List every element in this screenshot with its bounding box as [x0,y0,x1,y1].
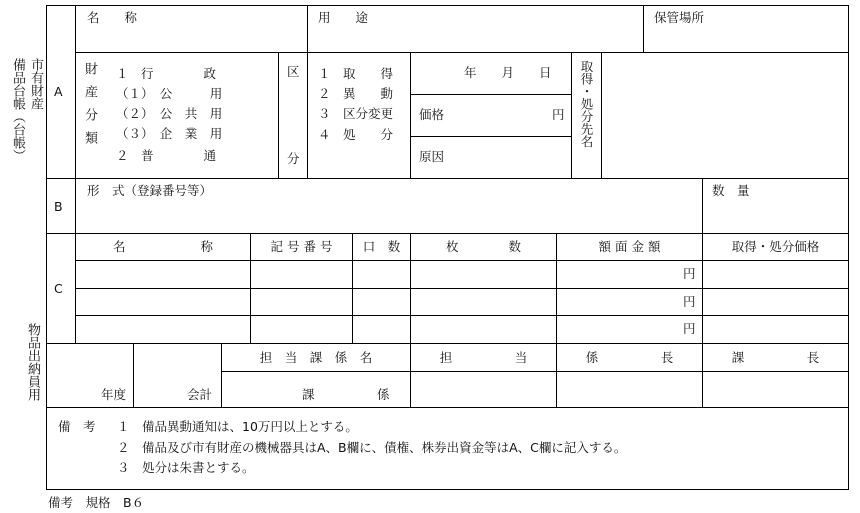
row-c-bottom [46,343,849,344]
format-label: 形 式（登録番号等） [87,183,213,198]
quantity-label: 数 量 [712,183,750,198]
c-header-serial: 記 号 番 号 [270,239,333,254]
class-item-3: （２） 公 共 用 [116,106,223,121]
row-a-bottom [46,178,849,179]
c-yen-2: 円 [683,294,696,309]
a-date-bottom [410,94,572,95]
reason-label: 原因 [419,149,445,164]
a-col-line-1 [307,5,308,178]
side-label-bottom: 物品出納員用 [25,323,40,401]
c-header-units: 口 数 [362,239,401,254]
kakari-label: 係 長 [585,350,674,365]
price-unit: 円 [552,107,565,122]
frame-left [46,5,47,490]
class-item-5: ２ 普 通 [116,148,217,163]
acq-dest-label: 取得・処分先名 [579,60,594,148]
division-label-bottom: 分 [287,151,300,166]
letter-col-line [75,5,76,343]
a-name-row-bottom [75,52,849,53]
footer-spec: 備考 規格 B６ [48,495,145,510]
frame-top [46,5,849,6]
c-header-sheets: 枚 数 [445,239,521,254]
name-label: 名 称 [87,10,138,25]
a-col-line-4 [410,52,411,178]
dept-label: 課 係 [302,387,390,402]
division-label-top: 区 [287,64,300,79]
c-row-line-1 [75,288,849,289]
division-item-3: ３ 区分変更 [318,106,394,121]
class-item-4: （３） 企 業 用 [116,126,223,141]
property-class-label: 財産分類 [82,62,97,154]
c-header-bottom [75,260,849,261]
c-header-face-value: 額 面 金 額 [598,239,661,254]
account-label: 会計 [187,387,213,402]
notes-label: 備 考 [58,419,96,434]
c-yen-1: 円 [683,266,696,281]
c-header-name: 名 称 [112,239,213,254]
a-col-line-5 [571,52,572,178]
b-col-line [702,178,703,233]
row-b-bottom [46,233,849,234]
price-label: 価格 [419,107,445,122]
year-label: 年度 [101,387,127,402]
s-col-line-1 [133,343,134,407]
use-label: 用 途 [318,10,369,25]
note-item-3: ３ 処分は朱書とする。 [117,460,255,475]
row-c-letter: C [54,281,63,296]
a-col-line-3 [278,52,279,178]
division-item-2: ２ 異 動 [318,86,394,101]
a-col-line-6 [601,52,602,178]
note-item-1: １ 備品異動通知は、10万円以上とする。 [117,419,358,434]
division-item-1: １ 取 得 [318,66,394,81]
staff-label: 担 当 課 係 名 [259,350,373,365]
storage-label: 保管場所 [654,10,705,25]
division-item-4: ４ 処 分 [318,127,394,142]
tanto-label: 担 当 [439,350,528,365]
c-header-price: 取得・処分価格 [731,239,820,254]
c-row-line-2 [75,315,849,316]
s-mid-line [221,371,849,372]
a-col-line-2 [643,5,644,52]
row-a-letter: A [54,84,63,99]
c-yen-3: 円 [683,321,696,336]
class-item-2: （１） 公 用 [116,86,223,101]
side-label-top-1: 市有財産 [28,58,43,110]
side-label-top-2: 備品台帳（台帳） [10,58,25,162]
sign-bottom [46,407,849,408]
note-item-2: ２ 備品及び市有財産の機械器具はA、B欄に、債権、株券出資金等はA、C欄に記入する。 [117,440,627,455]
class-item-1: １ 行 政 [116,66,217,81]
ka-label: 課 長 [731,350,820,365]
date-label: 年 月 日 [464,65,552,80]
row-b-letter: B [54,199,63,214]
frame-bottom [46,489,849,490]
a-price-bottom [410,136,572,137]
frame-right [848,5,849,490]
